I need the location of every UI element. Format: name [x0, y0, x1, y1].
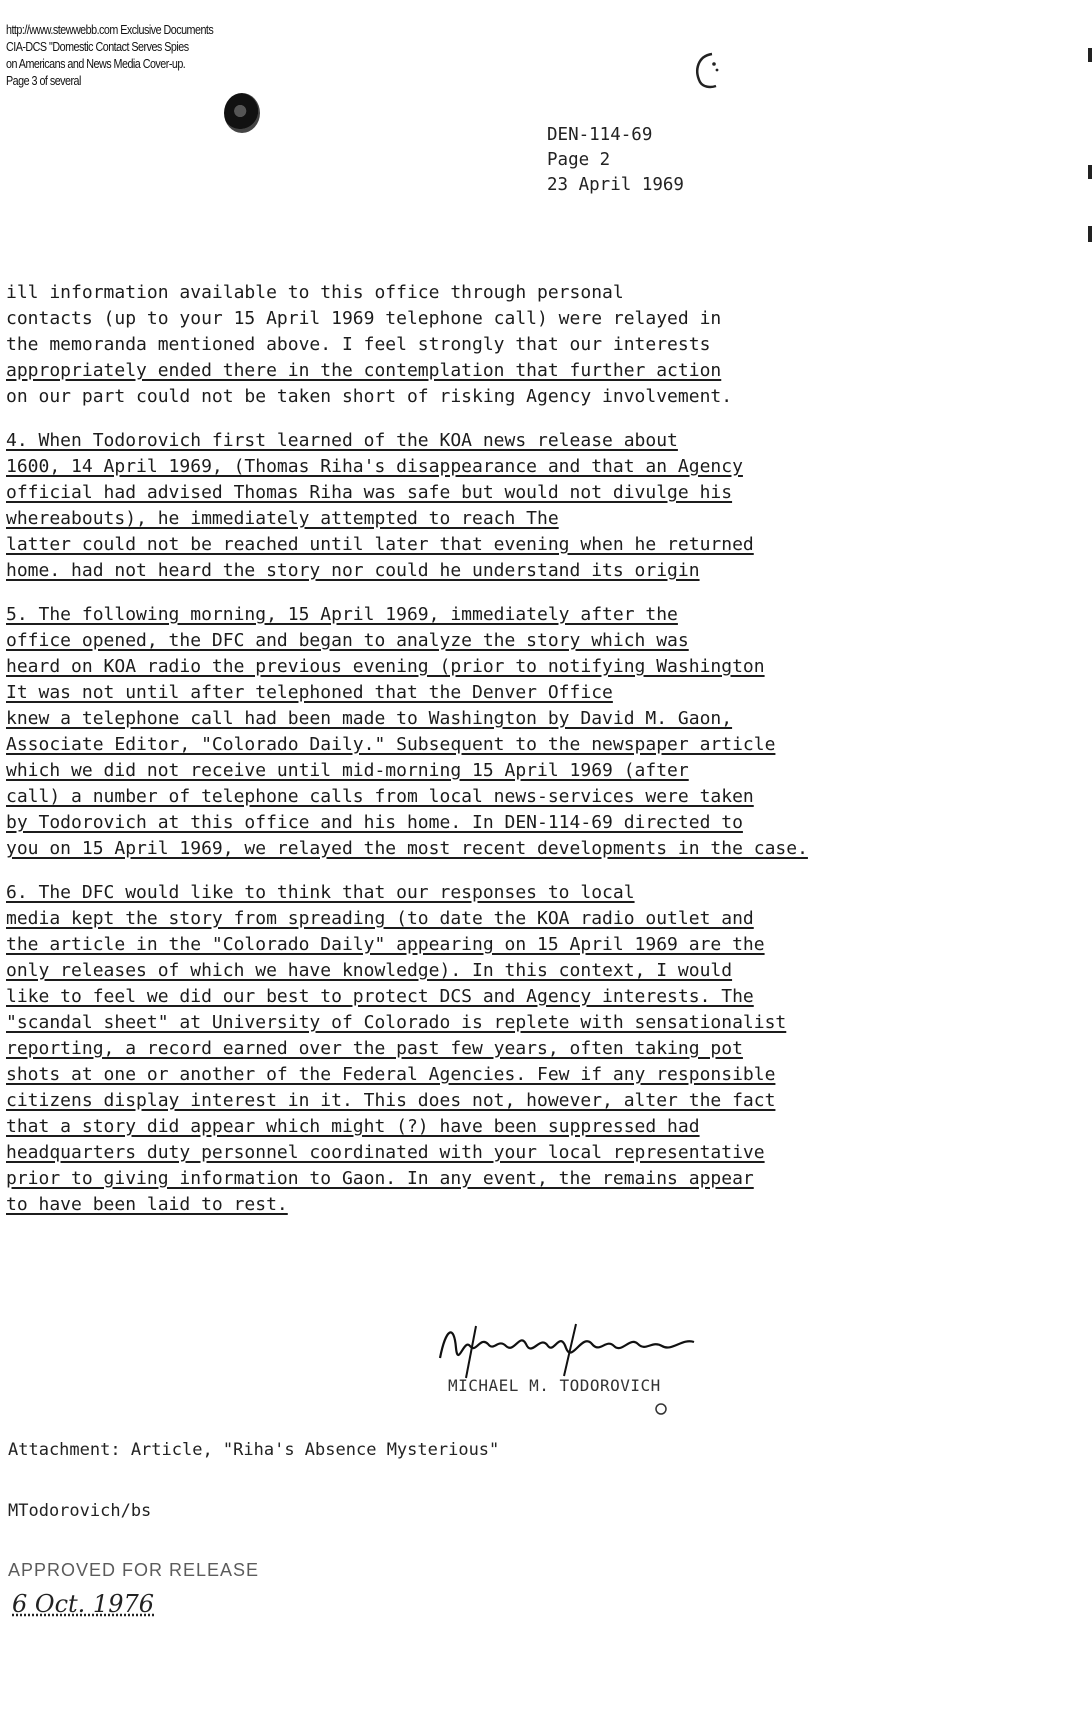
body-line: office opened, the DFC and began to analyze the story which was	[6, 630, 689, 651]
body-line: call) a number of telephone calls from local news-services were taken	[6, 786, 754, 807]
source-note-line: on Americans and News Media Cover-up.	[6, 57, 186, 71]
body-line: prior to giving information to Gaon. In any event, the remains appear	[6, 1168, 754, 1189]
edge-mark	[1088, 226, 1092, 242]
edge-mark	[1088, 48, 1092, 62]
body-line: It was not until after telephoned that the Denver Office	[6, 682, 613, 703]
body-line: knew a telephone call had been made to Washington by David M. Gaon,	[6, 708, 733, 729]
attachment-line: Attachment: Article, "Riha's Absence Mysterious"	[8, 1440, 500, 1460]
stamp-seal-icon	[224, 93, 260, 133]
body-line: by Todorovich at this office and his home. In DEN-114-69 directed to	[6, 812, 743, 833]
signer-name: MICHAEL M. TODOROVICH	[448, 1376, 661, 1395]
body-line: 6. The DFC would like to think that our responses to local	[6, 882, 635, 903]
document-header	[547, 123, 684, 198]
source-note-line: Page 3 of several	[6, 74, 81, 88]
body-line: whereabouts), he immediately attempted to reach The	[6, 508, 559, 529]
body-line: on our part could not be taken short of risking Agency involvement.	[6, 386, 733, 407]
body-line: the memoranda mentioned above. I feel strongly that our interests	[6, 334, 711, 355]
body-line: which we did not receive until mid-morning 15 April 1969 (after	[6, 760, 689, 781]
page-number: Page 2	[547, 150, 611, 170]
source-note-line: http://www.stewwebb.com Exclusive Documents	[6, 23, 214, 37]
corner-mark-icon	[690, 50, 724, 90]
release-date: 6 Oct. 1976	[12, 1590, 154, 1618]
circle-mark-icon	[654, 1400, 668, 1416]
body-line: reporting, a record earned over the past few years, often taking pot	[6, 1038, 743, 1059]
body-line: only releases of which we have knowledge). In this context, I would	[6, 960, 733, 981]
body-line: 1600, 14 April 1969, (Thomas Riha's disappearance and that an Agency	[6, 456, 743, 477]
body-line: headquarters duty personnel coordinated with your local representative	[6, 1142, 765, 1163]
body-line: citizens display interest in it. This does not, however, alter the fact	[6, 1090, 776, 1111]
body-line: "scandal sheet" at University of Colorado is replete with sensationalist	[6, 1012, 787, 1033]
body-line: contacts (up to your 15 April 1969 telephone call) were relayed in	[6, 308, 722, 329]
source-note-line: CIA-DCS "Domestic Contact Serves Spies	[6, 40, 189, 54]
release-stamp: APPROVED FOR RELEASE	[8, 1560, 260, 1580]
body-line: 4. When Todorovich first learned of the KOA news release about	[6, 430, 678, 451]
body-line: the article in the "Colorado Daily" appearing on 15 April 1969 are the	[6, 934, 765, 955]
document-date: 23 April 1969	[547, 175, 684, 195]
author-initials: MTodorovich/bs	[8, 1501, 152, 1521]
body-line: ill information available to this office through personal	[6, 282, 624, 303]
body-line: Associate Editor, "Colorado Daily." Subsequent to the newspaper article	[6, 734, 776, 755]
body-line: that a story did appear which might (?) have been suppressed had	[6, 1116, 700, 1137]
body-line: 5. The following morning, 15 April 1969, immediately after the	[6, 604, 678, 625]
body-line: home. had not heard the story nor could he understand its origin	[6, 560, 700, 581]
body-line: you on 15 April 1969, we relayed the most recent developments in the case.	[6, 838, 808, 859]
source-note	[6, 22, 212, 90]
body-line: official had advised Thomas Riha was safe but would not divulge his	[6, 482, 733, 503]
body-line: appropriately ended there in the contemplation that further action	[6, 360, 722, 381]
document-ref: DEN-114-69	[547, 125, 653, 145]
body-line: shots at one or another of the Federal Agencies. Few if any responsible	[6, 1064, 776, 1085]
body-line: heard on KOA radio the previous evening (prior to notifying Washington	[6, 656, 765, 677]
body-line: to have been laid to rest.	[6, 1194, 288, 1215]
body-line: like to feel we did our best to protect DCS and Agency interests. The	[6, 986, 754, 1007]
body-line: media kept the story from spreading (to date the KOA radio outlet and	[6, 908, 754, 929]
body-line: latter could not be reached until later that evening when he returned	[6, 534, 754, 555]
edge-mark	[1088, 165, 1092, 179]
